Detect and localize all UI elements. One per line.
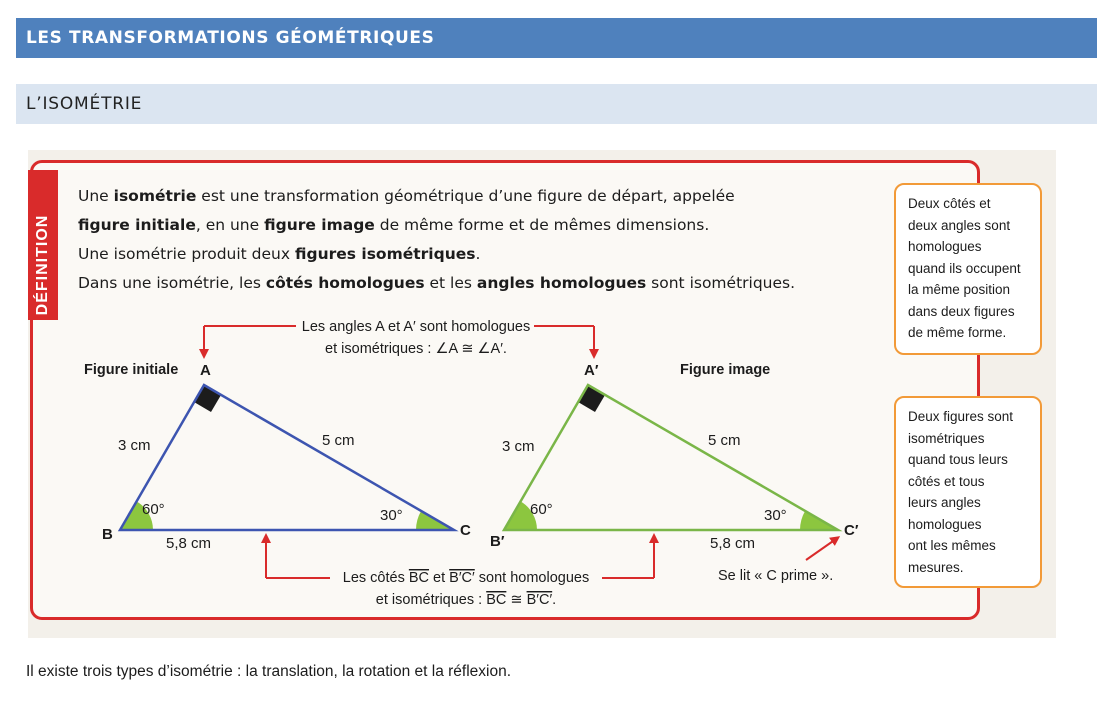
definition-term: isométrie	[113, 187, 197, 205]
angle-c-value: 30°	[380, 507, 403, 524]
caption-initial: Figure initiale	[84, 362, 179, 378]
definition-run: sont isométriques.	[646, 274, 796, 292]
triangle-image	[490, 362, 859, 552]
section-title: LES TRANSFORMATIONS GÉOMÉTRIQUES	[16, 18, 1097, 58]
definition-term: figure initiale	[78, 216, 196, 234]
vertex-c: C	[460, 522, 471, 539]
note-line: Deux figures sont	[908, 409, 1014, 424]
note-line: dans deux figures	[908, 303, 1015, 319]
prime-callout-arrow	[806, 539, 836, 560]
angle-bprime-value: 60°	[530, 501, 553, 518]
vertex-cprime: C′	[844, 522, 859, 539]
footer-text: Il existe trois types d’isométrie : la translation, la rotation et la réflexion.	[26, 663, 512, 680]
definition-run: Une isométrie produit deux	[78, 245, 295, 263]
note-line: la même position	[908, 282, 1011, 297]
right-angle-mark-aprime	[578, 385, 605, 412]
definition-run: est une transformation géométrique d’une figure de départ, appelée	[196, 187, 735, 205]
note-line: Deux côtés et	[908, 196, 991, 211]
definition-run: Dans une isométrie, les	[78, 274, 266, 292]
vertex-aprime: A′	[584, 362, 599, 379]
vertex-b: B	[102, 526, 113, 543]
note-line: mesures.	[908, 559, 964, 575]
vertex-bprime: B′	[490, 533, 505, 550]
side-apbp-length: 3 cm	[502, 438, 535, 455]
definition-tab-label: DÉFINITION	[34, 214, 51, 316]
definition-run: et les	[424, 274, 477, 292]
note-line: leurs angles	[908, 495, 981, 510]
triangle-image-outline	[504, 385, 838, 530]
note-line: homologues	[908, 239, 982, 254]
triangle-initial-outline	[120, 385, 454, 530]
angle-b-value: 60°	[142, 501, 165, 518]
textbook-figure	[28, 150, 1056, 638]
triangle-initial	[102, 362, 471, 552]
side-callout-text-1: Les côtés BC et B′C′ sont homologues	[342, 570, 590, 586]
note-line: homologues	[908, 516, 982, 532]
caption-image: Figure image	[680, 362, 771, 378]
note-line: côtés et tous	[908, 473, 985, 489]
definition-term: figure image	[264, 216, 375, 234]
note-line: ont les mêmes	[908, 538, 996, 553]
definition-run: , en une	[195, 216, 265, 234]
side-apcp-length: 5 cm	[708, 432, 741, 449]
section-subtitle: L’ISOMÉTRIE	[16, 84, 1097, 124]
prime-note-text: Se lit « C prime ».	[718, 568, 834, 584]
angle-callout-text-2: et isométriques : ∠A ≅ ∠A′.	[325, 341, 507, 357]
note-line: quand tous leurs	[908, 452, 1008, 467]
side-ab-length: 3 cm	[118, 437, 151, 454]
definition-term: angles homologues	[476, 274, 647, 292]
angle-callout-text-1: Les angles A et A′ sont homologues	[301, 319, 531, 335]
triangles-diagram	[28, 150, 1056, 638]
note-line: de même forme.	[908, 325, 1007, 340]
definition-run: de même forme et de mêmes dimensions.	[374, 216, 710, 234]
side-callout-text-2: et isométriques : BC ≅ B′C′.	[375, 592, 557, 608]
note-line: quand ils occupent	[908, 260, 1021, 276]
angle-cprime-value: 30°	[764, 507, 787, 524]
right-angle-mark-a	[194, 385, 221, 412]
angle-callout	[204, 319, 594, 357]
definition-run: .	[475, 245, 481, 263]
side-bc-length: 5,8 cm	[166, 535, 212, 552]
definition-run: Une	[78, 187, 114, 205]
side-ac-length: 5 cm	[322, 432, 355, 449]
note-line: isométriques	[908, 430, 985, 446]
side-bpcp-length: 5,8 cm	[710, 535, 756, 552]
note-line: deux angles sont	[908, 217, 1011, 233]
definition-term: figures isométriques	[294, 245, 476, 263]
vertex-a: A	[200, 362, 211, 379]
definition-term: côtés homologues	[265, 274, 425, 292]
side-callout	[266, 538, 654, 608]
